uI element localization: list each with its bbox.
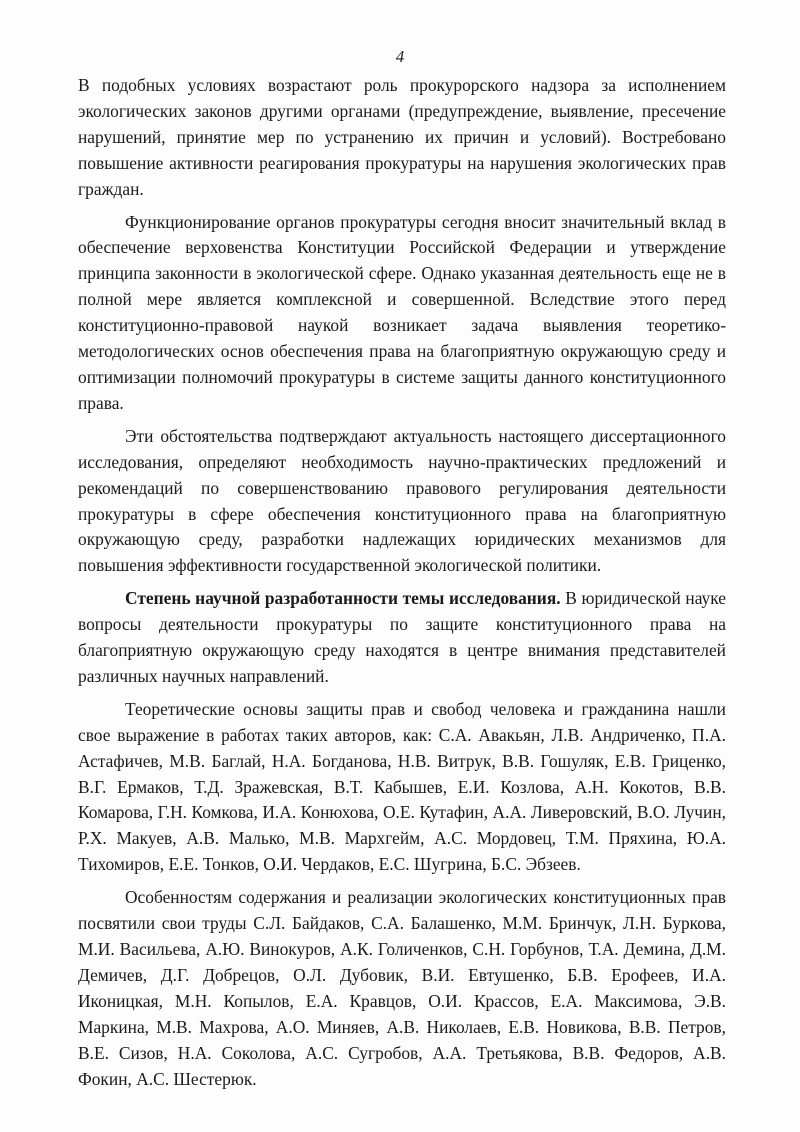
page-number: 4	[395, 47, 405, 66]
paragraph-4-text: В юридической науке вопросы деятельности прокуратуры по защите конституционного права на благоприятную окружающую среду находятся в центре внимания представителей различных научных направлений.	[78, 588, 726, 686]
paragraph-3: Эти обстоятельства подтверждают актуальность настоящего диссертационного исследования, определяют необходимость научно-практических предложений и рекомендаций по совершенствованию правового регулирования деятельности прокуратуры в сфере обеспечения конституционного права на благоприятную окружающую среду, разработки надлежащих юридических механизмов для повышения эффективности государственной экологической политики.	[78, 425, 726, 576]
paragraph-5: Теоретические основы защиты прав и свобод человека и гражданина нашли свое выражение в работах таких авторов, как: С.А. Авакьян, Л.В. Андриченко, П.А. Астафичев, М.В. Баглай, Н.А. Богданова, Н.В. Витрук, В.В. Гошуляк, Е.В. Гриценко, В.Г. Ермаков, Т.Д. Зражевская, В.Т. Кабышев, Е.И. Козлова, А.Н. Кокотов, В.В. Комарова, Г.Н. Комкова, И.А. Конюхова, О.Е. Кутафин, А.А. Ливеровский, В.О. Лучин, Р.Х. Макуев, А.В. Малько, М.В. Мархгейм, А.С. Мордовец, Т.М. Пряхина, Ю.А. Тихомиров, Е.Е. Тонков, О.И. Чердаков, Е.С. Шугрина, Б.С. Эбзеев.	[78, 698, 726, 875]
section-heading-inline: Степень научной разработанности темы исследования.	[125, 588, 561, 609]
paragraph-1: В подобных условиях возрастают роль прокурорского надзора за исполнением экологических законов другими органами (предупреждение, выявление, пресечение нарушений, принятие мер по устранению их причин и условий). Востребовано повышение активности реагирования прокуратуры на нарушения экологических прав граждан.	[78, 75, 726, 199]
body-text	[78, 73, 726, 1092]
paragraph-2: Функционирование органов прокуратуры сегодня вносит значительный вклад в обеспечение верховенства Конституции Российской Федерации и утверждение принципа законности в экологической сфере. Однако указанная деятельность еще не в полной мере является комплексной и совершенной. Вследствие этого перед конституционно-правовой наукой возникает задача выявления теоретико-методологических основ обеспечения права на благоприятную окружающую среду и оптимизации полномочий прокуратуры в системе защиты данного конституционного права.	[78, 211, 726, 413]
paragraph-4	[78, 586, 726, 690]
paragraph-6: Особенностям содержания и реализации экологических конституционных прав посвятили свои труды С.Л. Байдаков, С.А. Балашенко, М.М. Бринчук, Л.Н. Буркова, М.И. Васильева, А.Ю. Винокуров, А.К. Голиченков, С.Н. Горбунов, Т.А. Демина, Д.М. Демичев, Д.Г. Добрецов, О.Л. Дубовик, В.И. Евтушенко, Б.В. Ерофеев, И.А. Иконицкая, М.Н. Копылов, Е.А. Кравцов, О.И. Крассов, Е.А. Максимова, Э.В. Маркина, М.В. Махрова, А.О. Миняев, А.В. Николаев, Е.В. Новикова, В.В. Петров, В.Е. Сизов, Н.А. Соколова, А.С. Сугробов, А.А. Третьякова, В.В. Федоров, А.В. Фокин, А.С. Шестерюк.	[78, 887, 726, 1089]
